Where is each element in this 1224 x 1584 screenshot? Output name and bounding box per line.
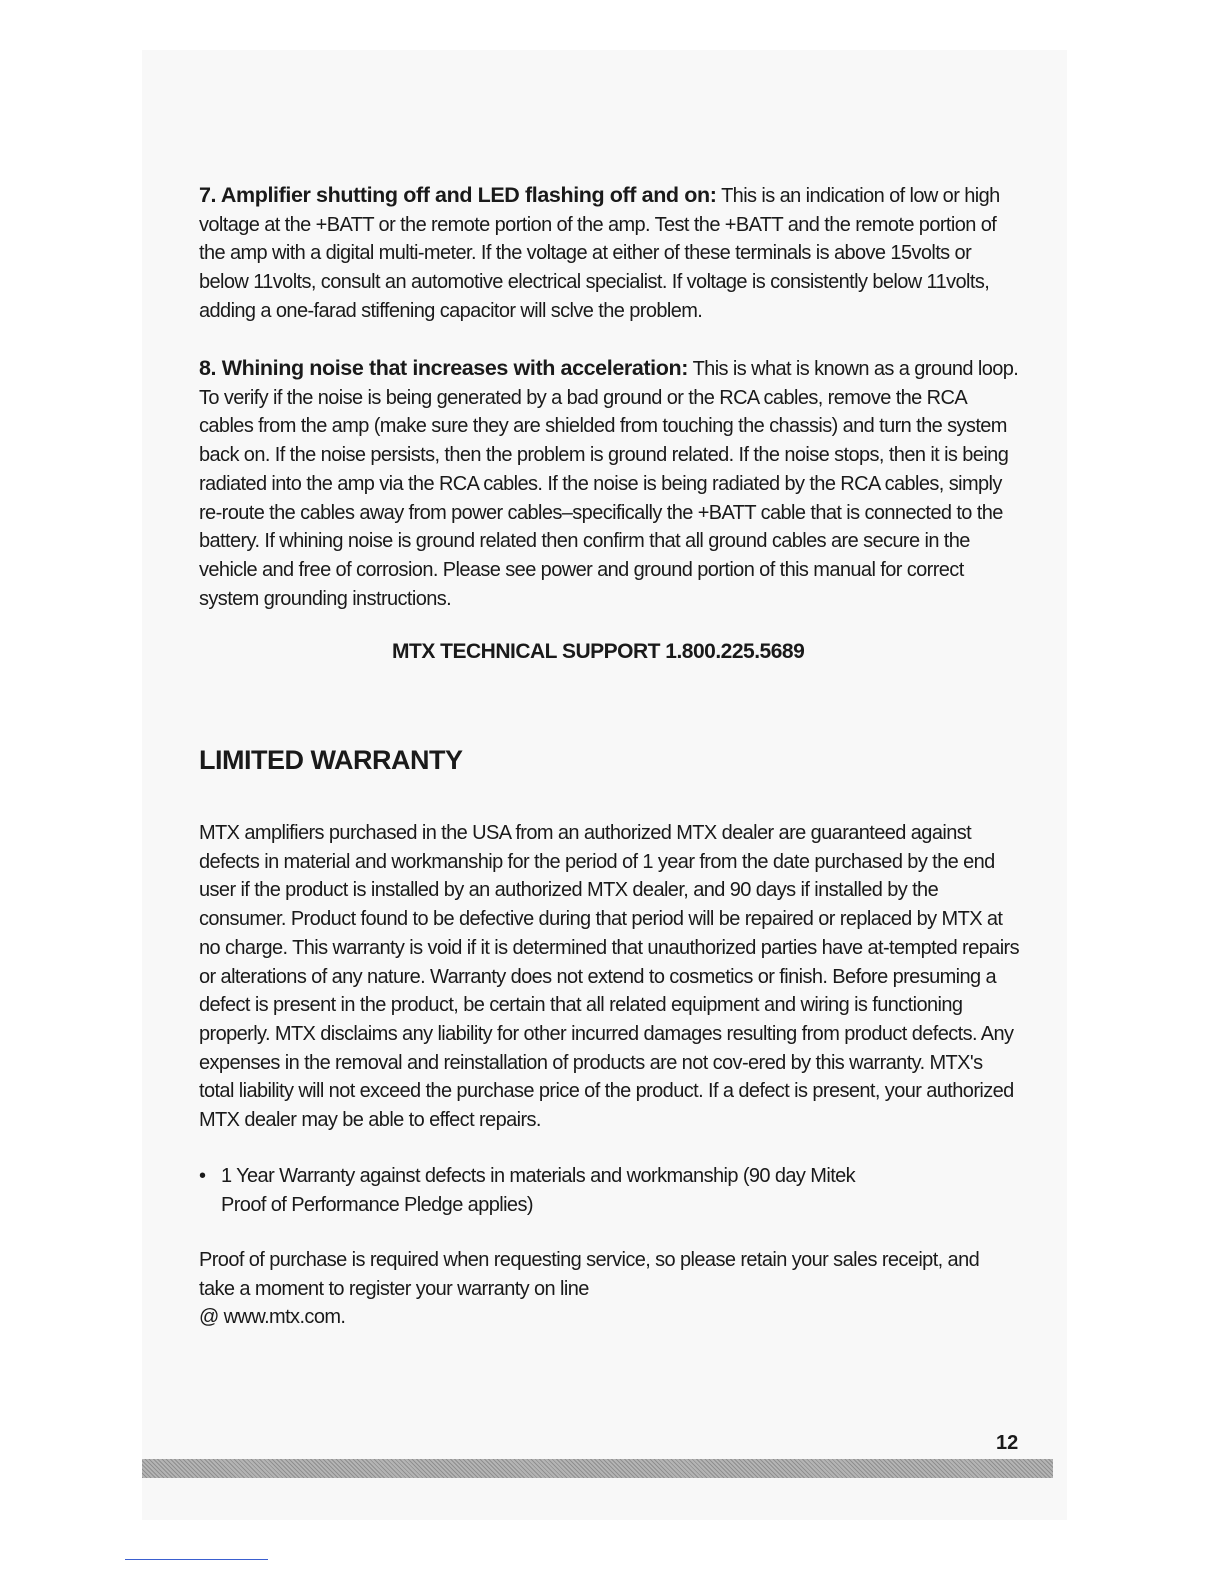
troubleshooting-item-7 xyxy=(199,181,1019,326)
warranty-bullet xyxy=(199,1162,999,1219)
corner-rule xyxy=(125,1559,268,1560)
item-7-text: This is an indication of low or high voltage at the +BATT or the remote portion of the amp. Test the +BATT and the remote portion of the amp with a digital multi-meter. If the voltage at either of these terminals is above 15volts or below 11volts, consult an automotive electrical specialist. If voltage is consistently below 11volts, adding a one-farad stiffening capacitor will sclve the problem. xyxy=(199,185,1000,322)
bullet-icon: • xyxy=(199,1165,206,1187)
item-8-text: This is what is known as a ground loop. To verify if the noise is being generated by a bad ground or the RCA cables, remove the RCA cables from the amp (make sure they are shielded from touching the chassis) and turn the system back on. If the noise persists, then the problem is ground related. If the noise stops, then it is being radiated into the amp via the RCA cables. If the noise is being radiated by the RCA cables, simply re-route the cables away from power cables–specifically the +BATT cable that is connected to the battery. If whining noise is ground related then confirm that all ground cables are secure in the vehicle and free of corrosion. Please see power and ground portion of this manual for correct system grounding instructions. xyxy=(199,358,1019,610)
proof-of-purchase xyxy=(199,1246,1019,1332)
page-number: 12 xyxy=(996,1432,1019,1454)
footer-bar xyxy=(142,1459,1053,1478)
troubleshooting-item-8 xyxy=(199,354,1019,613)
proof-text: Proof of purchase is required when requesting service, so please retain your sales receipt, and take a moment to register your warranty on line xyxy=(199,1249,980,1300)
item-8-heading: 8. Whining noise that increases with acceleration: xyxy=(199,356,688,380)
warranty-paragraph: MTX amplifiers purchased in the USA from an authorized MTX dealer are guaranteed against defects in material and workmanship for the period of 1 year from the date purchased by the end user if the product is installed by an authorized MTX dealer, and 90 days if installed by the consumer. Product found to be defective during that period will be repaired or replaced by MTX at no charge. This warranty is void if it is determined that unauthorized parties have at-tempted repairs or alterations of any nature. Warranty does not extend to cosmetics or finish. Before presuming a defect is present in the product, be certain that all related equipment and wiring is functioning properly. MTX disclaims any liability for other incurred damages resulting from product defects. Any expenses in the removal and reinstallation of products are not cov-ered by this warranty. MTX's total liability will not exceed the purchase price of the product. If a defect is present, your authorized MTX dealer may be able to effect repairs. xyxy=(199,822,1019,1132)
limited-warranty-title: LIMITED WARRANTY xyxy=(199,745,463,775)
item-7-heading: 7. Amplifier shutting off and LED flashing off and on: xyxy=(199,183,717,207)
technical-support-line: MTX TECHNICAL SUPPORT 1.800.225.5689 xyxy=(392,640,805,663)
warranty-bullet-line-1: • 1 Year Warranty against defects in materials and workmanship (90 day Mitek xyxy=(199,1162,999,1191)
warranty-bullet-line-2: Proof of Performance Pledge applies) xyxy=(221,1193,533,1216)
website-link[interactable]: @ www.mtx.com. xyxy=(199,1306,346,1329)
